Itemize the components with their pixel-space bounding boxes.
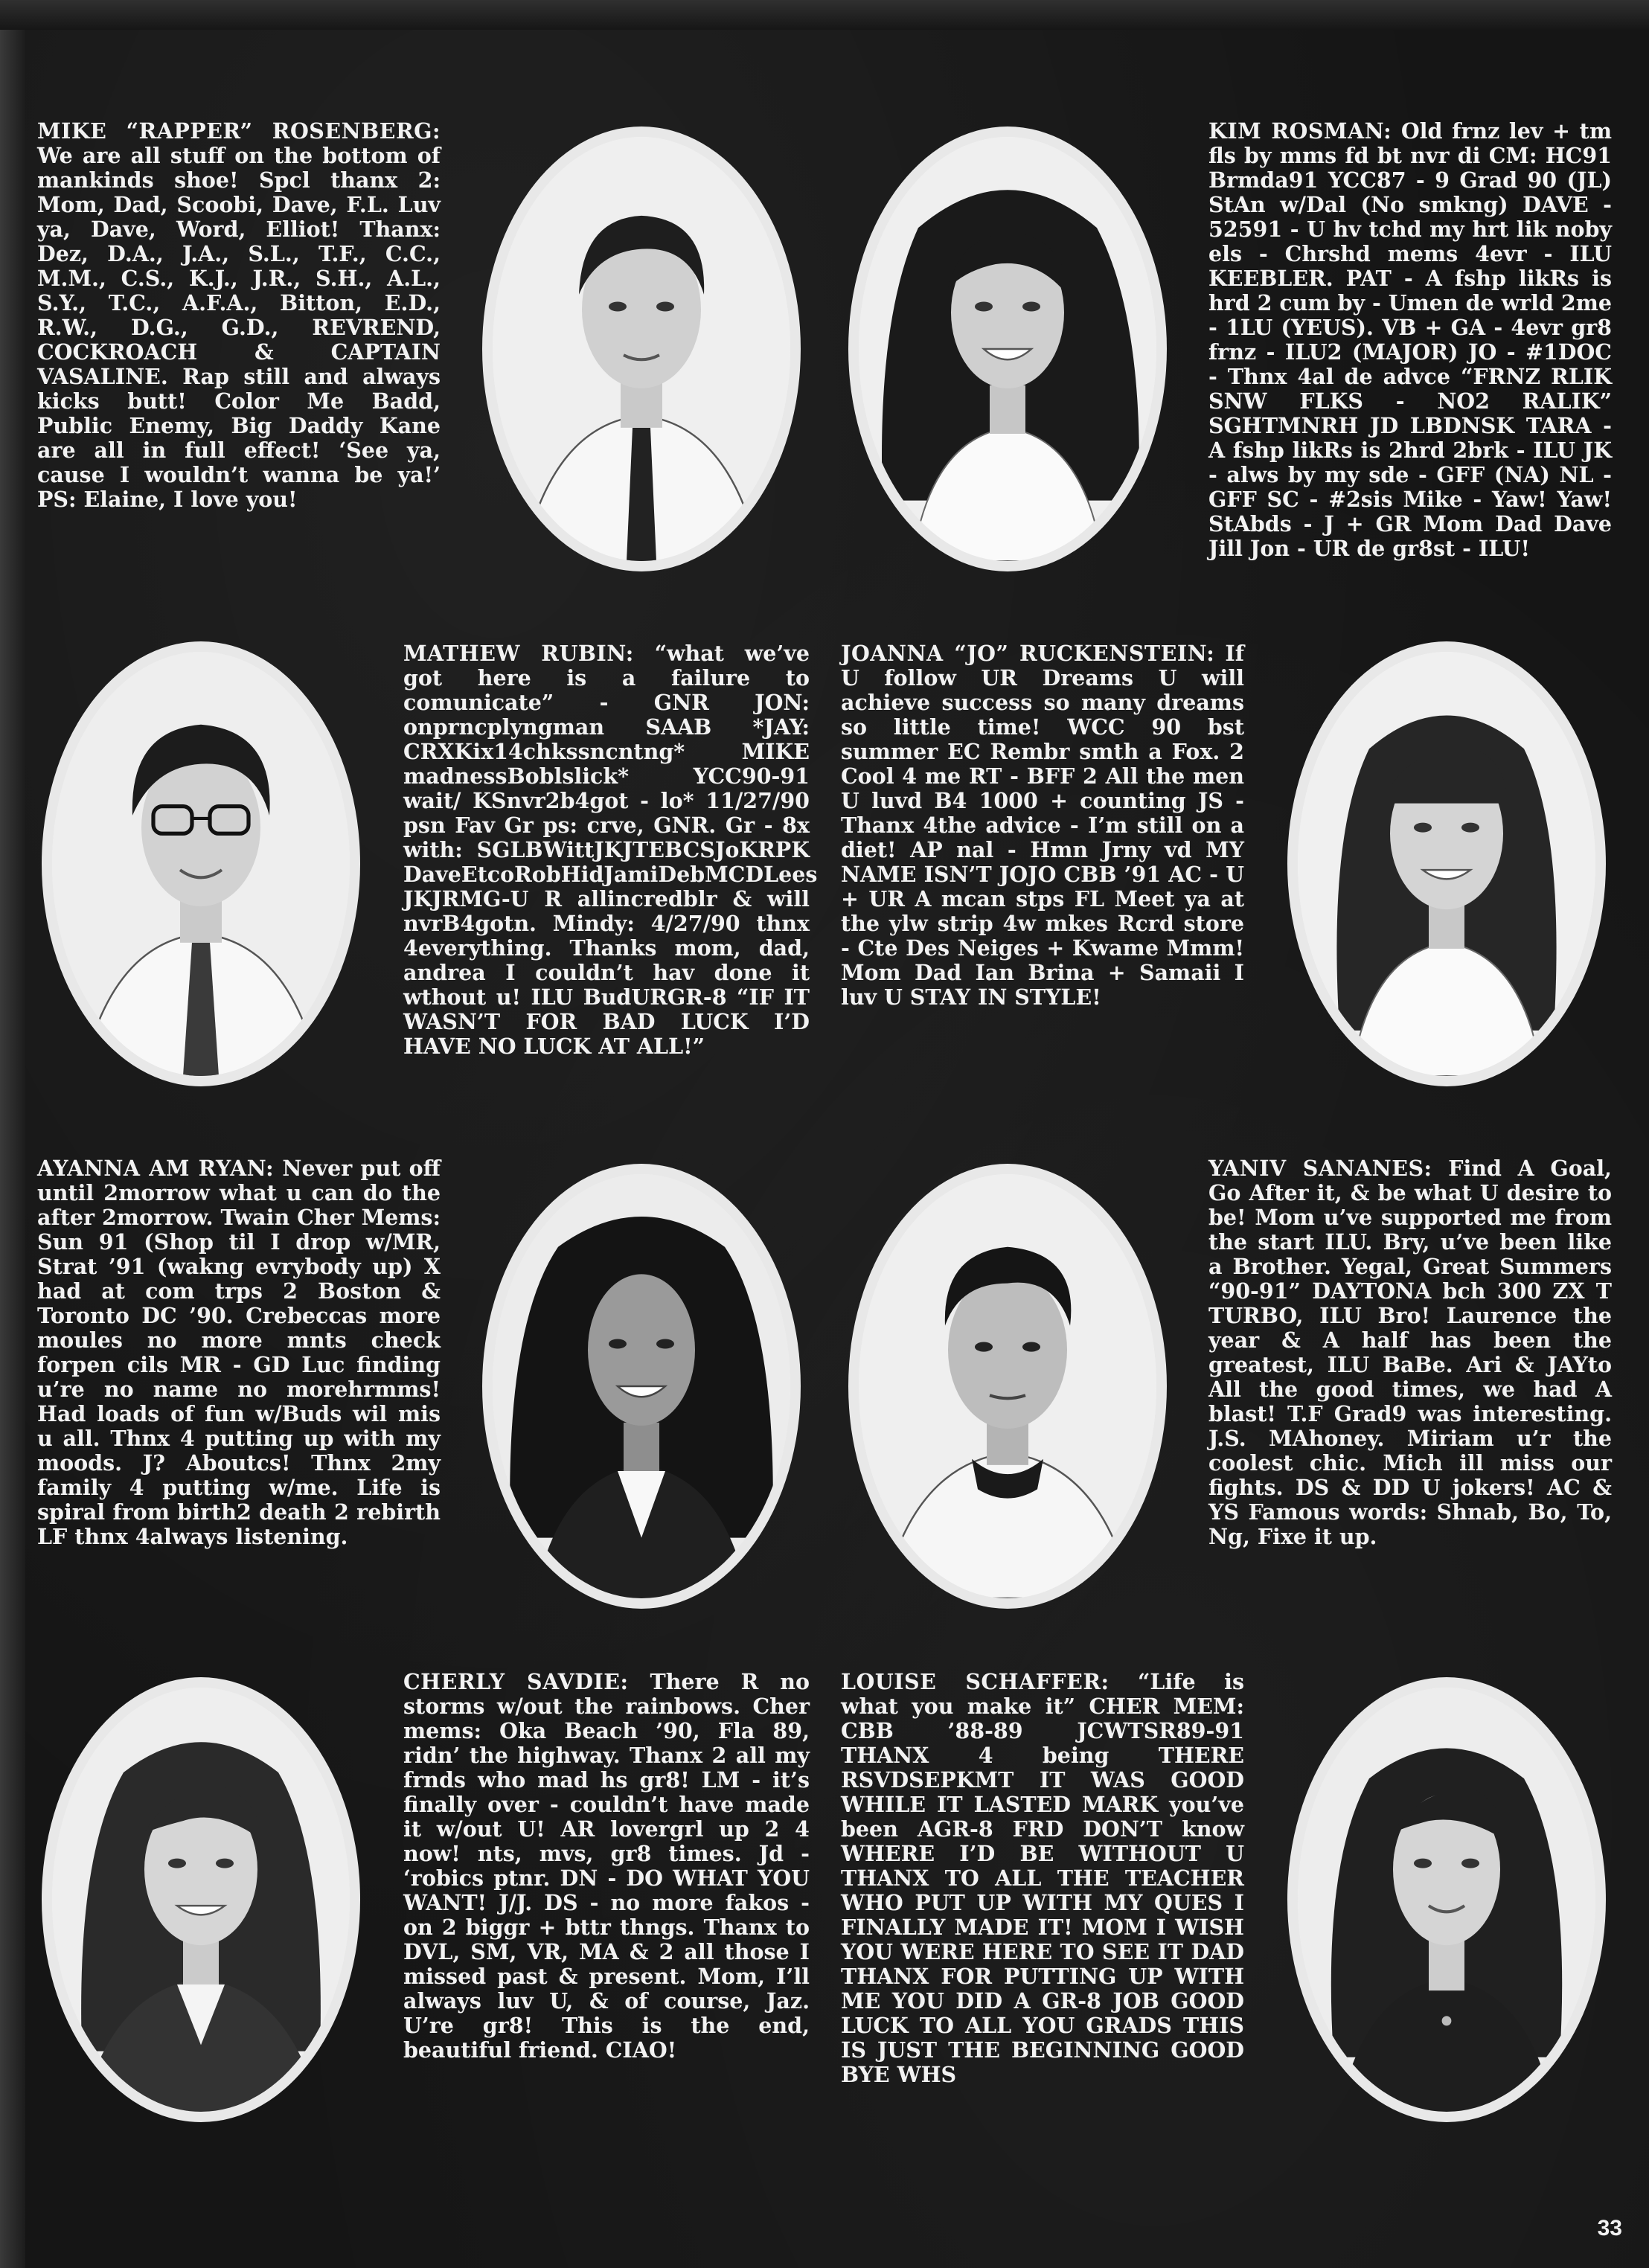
entry-schaffer (841, 1670, 1244, 2087)
page-top-edge (0, 0, 1649, 30)
portrait-rosman (848, 126, 1167, 571)
student-blurb: Never put off until 2morrow what u can do the after 2morrow. Twain Cher Mems: Sun 91 (Shop til I drop w/MR, Strat ’91 (wakng evrybody up) X had at com trps 2 Boston & Toronto DC ’90. Crebeccas more moules no more mnts check forpen cils MR - GD Luc finding u’re no name no morehrmms! Had loads of fun w/Buds wil mis u all. Thnx 4 putting up with my moods. J? Aboutcs! Thnx 2my family 4 putting w/me. Life is spiral from birth2 death 2 rebirth LF thnx 4always listening. (37, 1156, 441, 1549)
entry-sananes (1208, 1156, 1612, 1549)
portrait-ryan (482, 1164, 801, 1609)
entry-savdie (403, 1670, 810, 2063)
student-blurb: Find A Goal, Go After it, & be what U desire to be! Mom u’ve supported me from the start ILU. Bry, u’ve been like a Brother. Yegal, Great Summers “90-91” DAYTONA bch 300 ZX T TURBO, ILU Bro! Laurence the year & A half has been the greatest, ILU BaBe. Ari & JAYto All the good times, we had A blast! T.F Grad9 was interesting. J.S. MAhoney. Miriam u’r the coolest chic. Mich ill miss our fights. DS & DD U jokers! AC & YS Famous words: Shnab, Bo, To, Ng, Fixe it up. (1208, 1156, 1612, 1549)
page-number: 33 (1597, 2216, 1622, 2240)
student-blurb: There R no storms w/out the rainbows. Cher mems: Oka Beach ’90, Fla 89, ridn’ the highway. Thanx 2 all my frnds who mad hs gr8! LM - it’s finally over - couldn’t have made it w/out U! AR lovergrl up 2 4 now! nts, mvs, gr8 times. Jd - ‘robics ptnr. DN - DO WHAT YOU WANT! J/J. DS - no more fakos - on 2 biggr + bttr thngs. Thanx to DVL, SM, VR, MA & 2 all those I missed past & present. Mom, I’ll always luv U, & of course, Jaz. U’re gr8! This is the end, beautiful friend. CIAO! (403, 1669, 810, 2063)
student-blurb: “Life is what you make it” CHER MEM: CBB ’88-89 JCWTSR89-91 THANX 4 being THERE RSVDSEPKMT IT WAS GOOD WHILE IT LASTED MARK you’ve been AGR-8 FRD DON’T know WHERE I’D BE WITHOUT U THANX TO ALL THE TEACHER WHO PUT UP WITH MY QUES I FINALLY MADE IT! MOM I WISH YOU WERE HERE TO SEE IT DAD THANX FOR PUTTING UP WITH ME YOU DID A GR-8 JOB GOOD LUCK TO ALL YOU GRADS THIS IS JUST THE BEGINNING GOOD BYE WHS (841, 1669, 1244, 2087)
student-blurb: “what we’ve got here is a failure to comunicate” - GNR JON: onprncplyngman SAAB *JAY: CRXKix14chkssncntng* MIKE madnessBoblslick* YCC90-91 wait/ KSnvr2b4got - lo* 11/27/90 psn Fav Gr ps: crve, GNR. Gr - 8x with: SGLBWittJKJTEBCSJoKRPK DaveEtcoRobHidJamiDebMCDLees JKJRMG-U R allincredblr & will nvrB4gotn. Mindy: 4/27/90 thnx 4everything. Thanks mom, dad, andrea I couldn’t hav done it wthout u! ILU BudURGR-8 “IF IT WASN’T FOR BAD LUCK I’D HAVE NO LUCK AT ALL!” (403, 641, 818, 1059)
student-blurb: We are all stuff on the bottom of mankinds shoe! Spcl thanx 2: Mom, Dad, Scoobi, Dave, F.L. Luv ya, Dave, Word, Elliot! Thanx: Dez, D.A., J.A., S.L., T.F., C.C., M.M., C.S., K.J., J.R., S.H., A.L., S.Y., T.C., A.F.A., Bitton, E.D., R.W., D.G., G.D., REVREND, COCKROACH & CAPTAIN VASALINE. Rap still and always kicks butt! Color Me Badd, Public Enemy, Big Daddy Kane are all in full effect! ‘See ya, cause I wouldn’t wanna be ya!’ PS: Elaine, I love you! (37, 143, 441, 512)
portrait-rubin (42, 641, 360, 1086)
entry-ruckenstein (841, 641, 1244, 1010)
student-name: AYANNA AM RYAN: (37, 1156, 275, 1181)
entry-rosman (1208, 119, 1612, 561)
student-name: JOANNA “JO” RUCKENSTEIN: (841, 641, 1215, 666)
student-name: CHERLY SAVDIE: (403, 1669, 629, 1694)
page-left-edge (0, 0, 25, 2268)
portrait-rosenberg (482, 126, 801, 571)
student-name: YANIV SANANES: (1208, 1156, 1432, 1181)
entry-ryan (37, 1156, 441, 1549)
portrait-sananes (848, 1164, 1167, 1609)
student-name: KIM ROSMAN: (1208, 118, 1392, 144)
student-blurb: Old frnz lev + tm fls by mms fd bt nvr di CM: HC91 Brmda91 YCC87 - 9 Grad 90 (JL) StAn w/Dal (No smkng) DAVE - 52591 - U hv tchd my hrt lik noby els - Chrshd mems 4evr - ILU KEEBLER. PAT - A fshp likRs is hrd 2 cum by - Umen de wrld 2me - 1LU (YEUS). VB + GA - 4evr gr8 frnz - ILU2 (MAJOR) JO - #1DOC - Thnx 4al de advce “FRNZ RLIK SNW FLKS - NO2 RALIK” SGHTMNRH JD LBDNSK TARA - A fshp likRs is 2hrd 2brk - ILU JK - alws by my sde - GFF (NA) NL - GFF SC - #2sis Mike - Yaw! Yaw! StAbds - J + GR Mom Dad Dave Jill Jon - UR de gr8st - ILU! (1208, 118, 1612, 561)
student-name: MIKE “RAPPER” ROSENBERG: (37, 118, 441, 144)
student-blurb: If U follow UR Dreams U will achieve success so many dreams so little time! WCC 90 bst summer EC Rembr smth a Fox. 2 Cool 4 me RT - BFF 2 All the men U luvd B4 1000 + counting JS - Thanx 4the advice - I’m still on a diet! AP nal - Hmn Jrny vd MY NAME ISN’T JOJO CBB ’91 AC - U + UR A mcan stps FL Meet ya at the ylw strip 4w mkes Rcrd store - Cte Des Neiges + Kwame Mmm! Mom Dad Ian Brina + Samaii I luv U STAY IN STYLE! (841, 641, 1244, 1010)
portrait-schaffer (1287, 1677, 1606, 2122)
entry-rosenberg (37, 119, 441, 512)
entry-rubin (403, 641, 818, 1059)
portrait-savdie (42, 1677, 360, 2122)
portrait-ruckenstein (1287, 641, 1606, 1086)
student-name: LOUISE SCHAFFER: (841, 1669, 1110, 1694)
student-name: MATHEW RUBIN: (403, 641, 634, 666)
